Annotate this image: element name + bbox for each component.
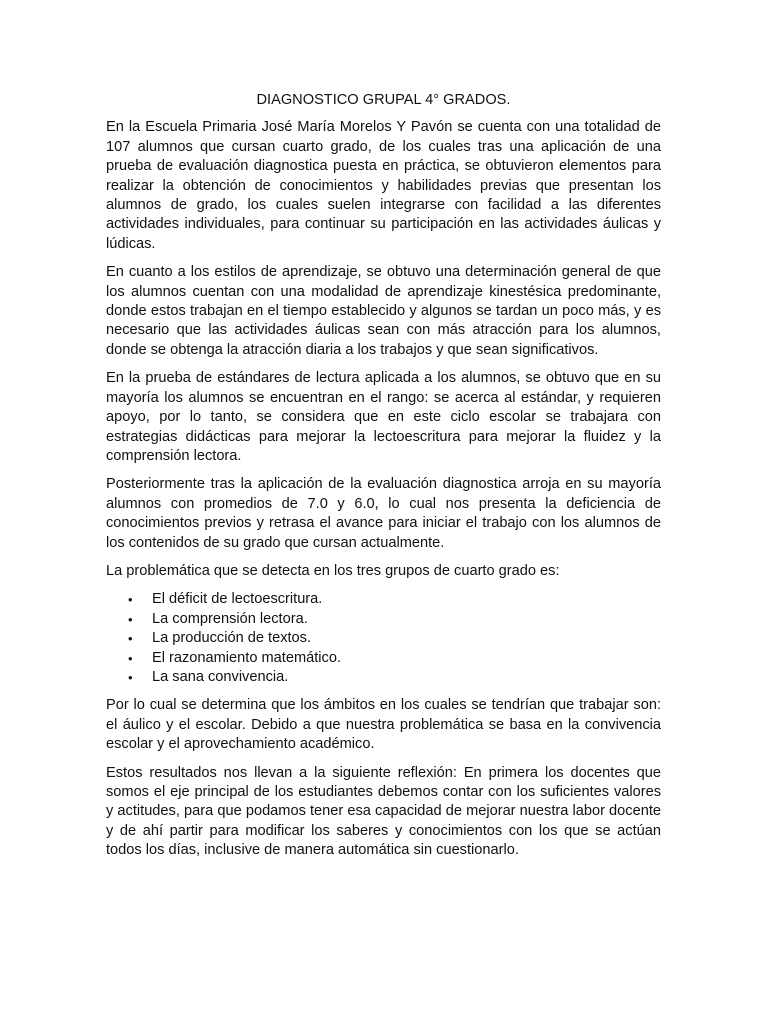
paragraph-areas: Por lo cual se determina que los ámbitos en los cuales se tendrían que trabajar son: el áulico y el escolar. Debido a que nuestra problemática se basa en la convivencia escolar y el aprovechamiento académico.: [106, 697, 661, 753]
document-page: [106, 91, 661, 870]
paragraph-diagnostic-results: Posteriormente tras la aplicación de la evaluación diagnostica arroja en su mayoría alumnos con promedios de 7.0 y 6.0, lo cual nos presenta la deficiencia de conocimientos previos y retrasa el avance para iniciar el trabajo con los alumnos de los contenidos de su grado que cursan actualmente.: [106, 476, 661, 551]
problem-list: [106, 590, 661, 687]
list-item-text: La producción de textos.: [152, 630, 312, 647]
bullet-icon: •: [128, 611, 133, 627]
list-item: [128, 610, 661, 629]
list-item: [128, 668, 661, 687]
list-item: [128, 590, 661, 609]
bullet-icon: •: [128, 592, 133, 608]
document-title: DIAGNOSTICO GRUPAL 4° GRADOS.: [256, 92, 511, 108]
list-item-text: La comprensión lectora.: [152, 610, 308, 627]
paragraph-reflection: Estos resultados nos llevan a la siguiente reflexión: En primera los docentes que somos el eje principal de los estudiantes debemos contar con los suficientes valores y actitudes, para que podamos tener esa capacidad de mejorar nuestra labor docente y de ahí partir para modificar los saberes y conocimientos con los que se actúan todos los días, inclusive de manera automática sin cuestionarlo.: [106, 764, 661, 859]
paragraph-learning-styles: En cuanto a los estilos de aprendizaje, se obtuvo una determinación general de que los alumnos cuentan con una modalidad de aprendizaje kinestésica predominante, donde estos trabajan en el tiempo establecido y algunos se tardan un poco más, y es necesario que las actividades áulicas sean con más atracción para los alumnos, donde se obtenga la atracción diaria a los trabajos y que sean significativos.: [106, 264, 661, 358]
list-item: [128, 629, 661, 648]
list-item-text: El razonamiento matemático.: [152, 649, 341, 666]
bullet-icon: •: [128, 631, 133, 647]
list-item: [128, 649, 661, 668]
list-item-text: La sana convivencia.: [152, 668, 289, 685]
paragraph-problem-intro: La problemática que se detecta en los tres grupos de cuarto grado es:: [106, 562, 560, 579]
bullet-icon: •: [128, 650, 133, 666]
list-item-text: El déficit de lectoescritura.: [152, 591, 323, 608]
paragraph-reading-standards: En la prueba de estándares de lectura aplicada a los alumnos, se obtuvo que en su mayoría los alumnos se encuentran en el rango: se acerca al estándar, y requieren apoyo, por lo tanto, se considera que en este ciclo escolar se trabajara con estrategias didácticas para mejorar la lectoescritura para mejorar la fluidez y la comprensión lectora.: [106, 370, 661, 464]
paragraph-school-overview: En la Escuela Primaria José María Morelos Y Pavón se cuenta con una totalidad de 107 alumnos que cursan cuarto grado, de los cuales tras una aplicación de una prueba de evaluación diagnostica puesta en práctica, se obtuvieron elementos para realizar la obtención de conocimientos y habilidades previas que presentan los alumnos de grado, los cuales suelen integrarse con facilidad a las diferentes actividades individuales, para continuar su participación en las actividades áulicas y lúdicas.: [106, 119, 661, 252]
bullet-icon: •: [128, 669, 133, 685]
